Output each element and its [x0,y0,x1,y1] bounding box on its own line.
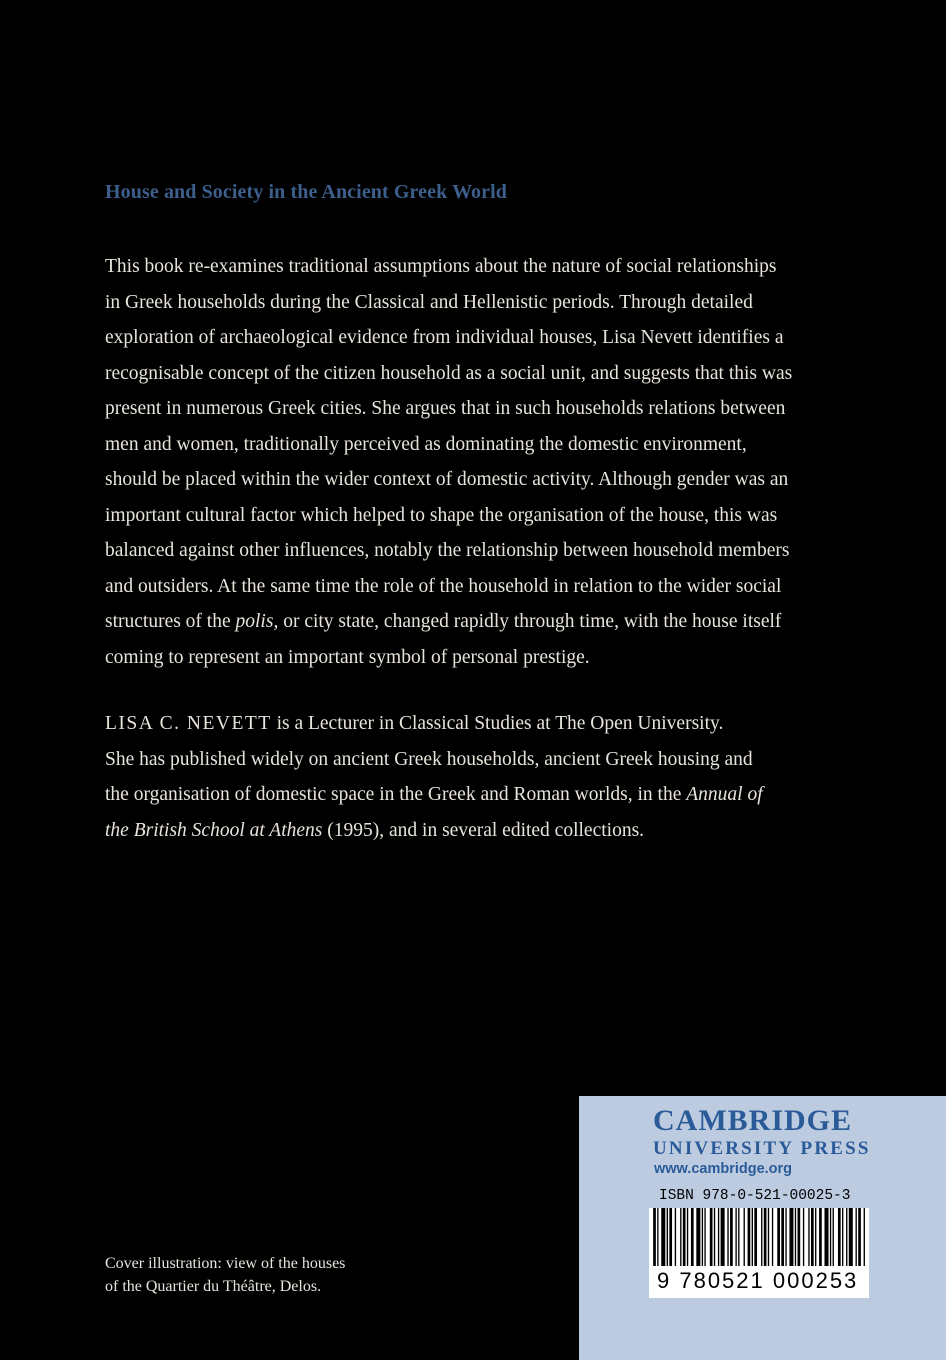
publisher-panel [579,1096,946,1360]
blurb-line: and outsiders. At the same time the role of the household in relation to the wider social [105,575,782,597]
bio-line [105,813,865,849]
blurb-line: should be placed within the wider context of domestic activity. Although gender was an [105,469,789,490]
blurb-text: or city state, changed rapidly through time, with the house itself [278,611,782,632]
bio-line [105,777,865,813]
book-blurb [105,249,865,675]
bio-line: She has published widely on ancient Greek households, ancient Greek housing and [105,748,753,770]
bio-text: the organisation of domestic space in the Greek and Roman worlds, in the [105,784,687,805]
caption-line: of the Quartier du Théâtre, Delos. [105,1278,322,1295]
blurb-line: exploration of archaeological evidence from individual houses, Lisa Nevett identifies a [105,327,784,348]
bio-text: is a Lecturer in Classical Studies at The Open University. [271,713,724,734]
blurb-line: present in numerous Greek cities. She argues that in such households relations between [105,398,786,419]
book-title: House and Society in the Ancient Greek World [105,181,508,203]
bio-line [105,706,865,742]
blurb-line: men and women, traditionally perceived as dominating the domestic environment, [105,433,747,455]
bio-italic: the British School at Athens [105,819,323,841]
bio-text: (1995), and in several edited collections. [322,819,645,841]
publisher-url: www.cambridge.org [654,1161,793,1177]
publisher-subtitle: UNIVERSITY PRESS [653,1138,871,1159]
blurb-line: balanced against other influences, notably the relationship between household members [105,540,790,561]
author-bio [105,706,865,848]
author-name: LISA C. NEVETT [105,713,272,734]
cover-illustration-caption [105,1252,345,1298]
blurb-text: structures of the [105,611,236,632]
blurb-line: in Greek households during the Classical and Hellenistic periods. Through detailed [105,291,753,313]
barcode-digits: 9 780521 000253 [657,1268,859,1293]
blurb-line-polis [105,604,865,640]
blurb-line: This book re-examines traditional assumptions about the nature of social relationships [105,256,777,277]
blurb-line: recognisable concept of the citizen household as a social unit, and suggests that this was [105,362,793,384]
blurb-italic-polis: polis, [235,611,279,632]
caption-line: Cover illustration: view of the houses [105,1255,346,1272]
publisher-name: CAMBRIDGE [653,1104,853,1137]
isbn-label: ISBN 978-0-521-00025-3 [659,1188,851,1204]
blurb-line: coming to represent an important symbol of personal prestige. [105,646,590,668]
blurb-line: important cultural factor which helped to shape the organisation of the house, this was [105,504,778,526]
bio-italic: Annual of [686,784,763,805]
